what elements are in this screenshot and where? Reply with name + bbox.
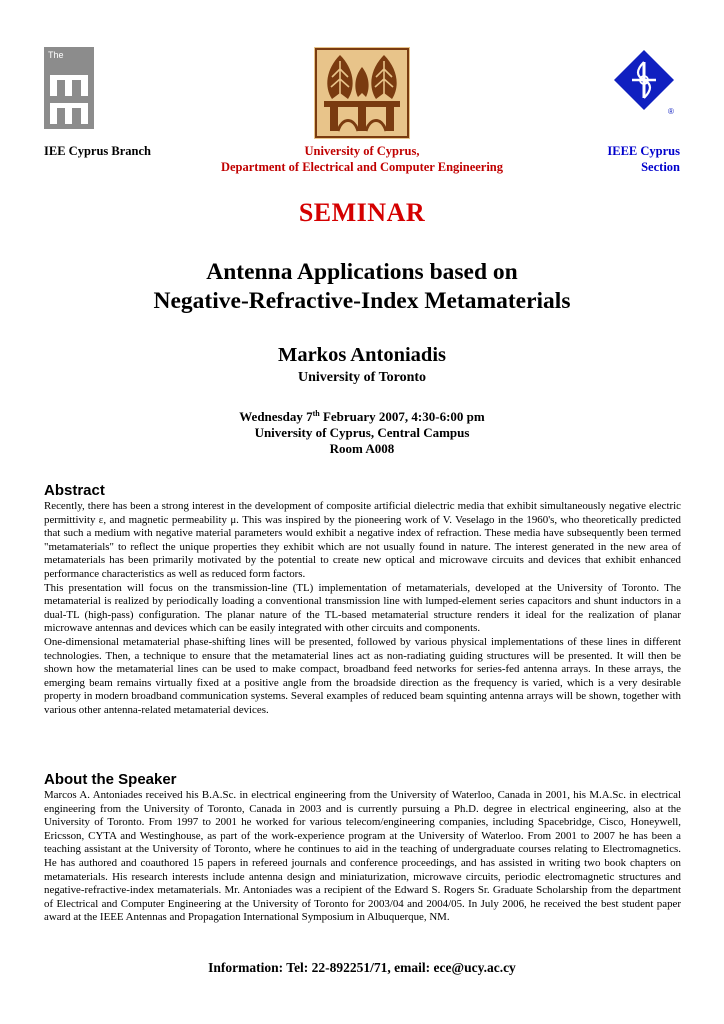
ieee-logo (612, 48, 680, 116)
iee-logo-graphic (44, 47, 94, 129)
event-room: Room A008 (329, 441, 395, 456)
speaker-name: Markos Antoniadis (277, 344, 447, 366)
iee-logo-text: The (48, 50, 64, 60)
ieee-section-line2: Section (641, 160, 680, 174)
ucy-logo (314, 47, 410, 139)
event-details (0, 409, 724, 457)
event-location: University of Cyprus, Central Campus (254, 425, 470, 440)
about-speaker-body (44, 789, 681, 925)
abstract-body (44, 500, 681, 718)
seminar-label: SEMINAR (298, 198, 426, 227)
abstract-paragraph: One-dimensional metamaterial phase-shifting lines will be presented, followed by various physical implementations of these lines in different technologies. Then, a technique to ensure that the metamaterial lines act as non-radiating guiding structures will be presented. It will then be shown how the metamaterial lines can be used to make compact, broadband feed networks for series-fed antenna arrays. In these arrays, the emerging beam remains virtually fixed at a positive angle from the broadside direction as the frequency is varied, which is a very desirable property in modern broadband communication systems. Several examples of reduced beam squinting antenna arrays will be shown, together with various other antenna-related metamaterial devices. (44, 635, 681, 716)
university-header (160, 143, 564, 175)
event-date-sup: th (312, 409, 320, 418)
ieee-section-header (607, 143, 680, 175)
about-speaker-heading: About the Speaker (44, 771, 177, 788)
event-date-suffix: February 2007, 4:30-6:00 pm (319, 409, 485, 424)
event-date (0, 409, 724, 425)
department-name: Department of Electrical and Computer Engineering (220, 160, 504, 174)
title-line-2: Negative-Refractive-Index Metamaterials (153, 288, 571, 314)
abstract-heading: Abstract (44, 482, 105, 499)
title-line-1: Antenna Applications based on (206, 259, 518, 285)
ieee-diamond-icon (612, 48, 680, 116)
university-name: University of Cyprus, (304, 144, 420, 158)
abstract-paragraph: Recently, there has been a strong interest in the development of composite artificial dielectric media that exhibit simultaneously negative electric permittivity ε, and magnetic permeability μ. This was inspired by the pioneering work of V. Veselago in the 1960's, who theoretically predicted that such a medium with negative material parameters would exhibit a negative index of refraction. These media have subsequently been termed "metamaterials" to reflect the unique properties they exhibit which are not usually found in nature. The interest generated in the new area of metamaterials has been primarily motivated by the potential to create new optical and microwave circuits and devices that exhibit enhanced performance characteristics as well as reduced form factors. (44, 500, 681, 580)
ucy-tree-icon (314, 47, 410, 139)
iee-cyprus-branch-label: IEE Cyprus Branch (44, 144, 151, 158)
ieee-section-line1: IEEE Cyprus (607, 144, 680, 158)
ieee-registered-mark: ® (668, 107, 674, 116)
speaker-affiliation: University of Toronto (297, 370, 427, 385)
iee-logo (44, 47, 94, 129)
seminar-title (0, 258, 724, 316)
about-speaker-paragraph: Marcos A. Antoniades received his B.A.Sc. in electrical engineering from the University of Waterloo, Canada in 2001, his M.A.Sc. in electrical engineering from the University of Toronto, Canada in 2003 and is currently pursuing a Ph.D. degree in electrical engineering, also at the University of Toronto. From 1997 to 2001 he worked for various telecom/engineering companies, including Spacebridge, Cisco, Honeywell, Ericsson, CYTA and Westinghouse, as part of the work-experience program at the University of Waterloo. From 2001 to 2007 he has been a teaching assistant at the University of Toronto, where he continues to aid in the teaching of undergraduate courses relating to Electromagnetics. He has authored and coauthored 15 papers in refereed journals and conference proceedings, and has assisted in writing two book chapters on metamaterials. His research interests include antenna design and miniaturization, microwave circuits, periodic electromagnetic structures and negative-refractive-index metamaterials. Mr. Antoniades was a recipient of the Edward S. Rogers Sr. Graduate Scholarship from the department of Electrical and Computer Engineering at the University of Toronto for 2003/04 and 2004/05. In July 2006, he received the best student paper award at the IEEE Antennas and Propagation International Symposium in Albuquerque, NM. (44, 789, 681, 924)
contact-information: Information: Tel: 22-892251/71, email: ece@ucy.ac.cy (208, 960, 516, 975)
abstract-paragraph: This presentation will focus on the transmission-line (TL) implementation of metamaterials, developed at the University of Toronto. The metamaterial is realized by periodically loading a conventional transmission line with lumped-element series capacitors and shunt inductors in a dual-TL (high-pass) configuration. The planar nature of the TL-based metamaterial structure renders it ideal for the realization of planar microwave antennas and devices which can be easily integrated with other circuits and components. (44, 581, 681, 635)
event-date-prefix: Wednesday 7 (239, 409, 313, 424)
